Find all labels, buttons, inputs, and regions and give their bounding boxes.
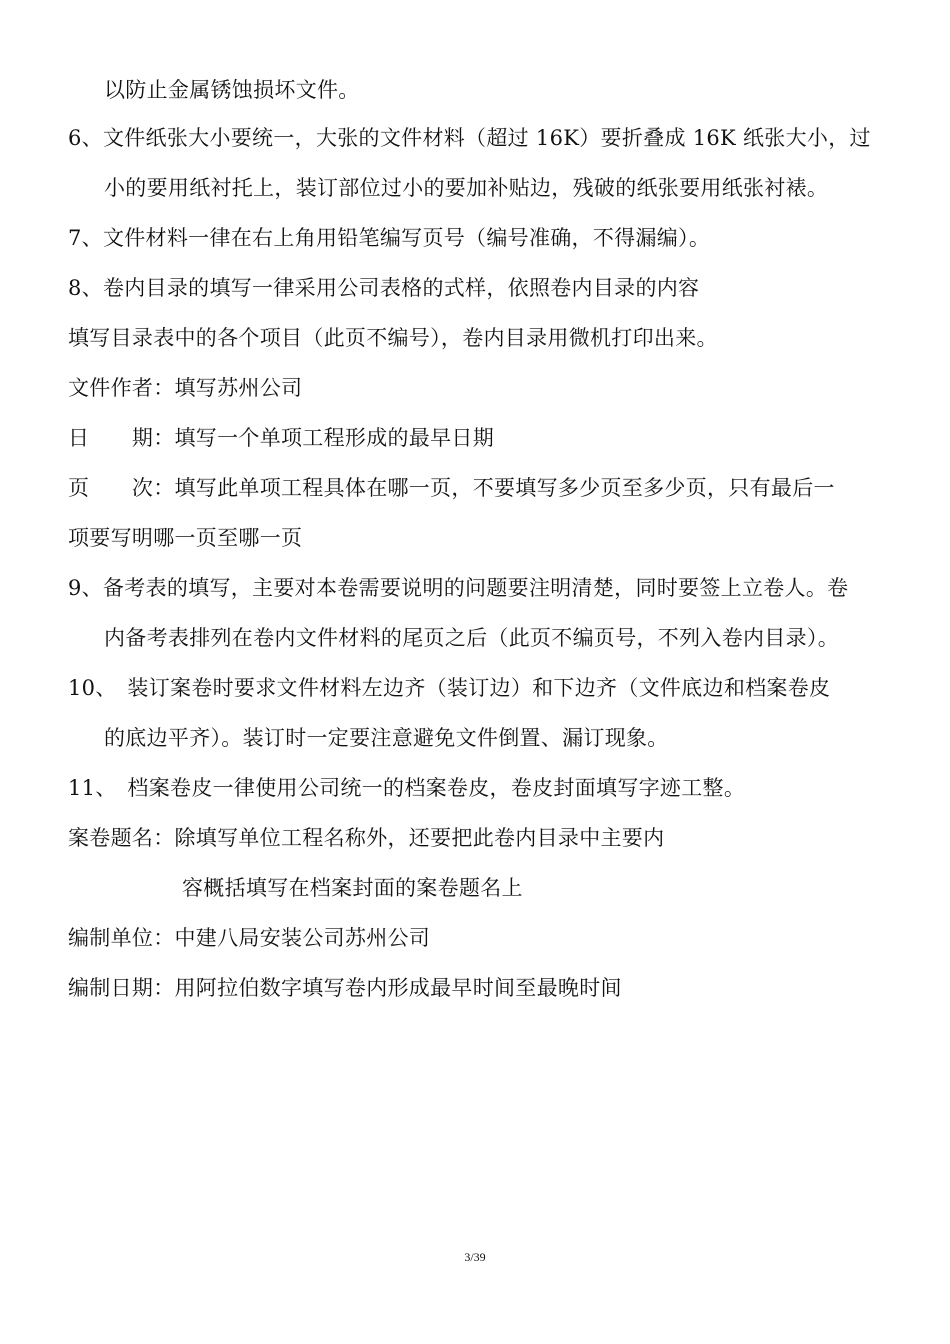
text-line-14: 的底边平齐）。装订时一定要注意避免文件倒置、漏订现象。 xyxy=(104,726,669,750)
text-line-18: 编制单位：中建八局安装公司苏州公司 xyxy=(68,926,431,950)
text-line-9: 页 次：填写此单项工程具体在哪一页，不要填写多少页至多少页，只有最后一 xyxy=(68,476,835,500)
text-line-16: 案卷题名：除填写单位工程名称外，还要把此卷内目录中主要内 xyxy=(68,826,665,850)
text-line-19: 编制日期：用阿拉伯数字填写卷内形成最早时间至最晚时间 xyxy=(68,976,622,1000)
text-line-1: 以防止金属锈蚀损坏文件。 xyxy=(104,78,360,102)
text-line-17: 容概括填写在档案封面的案卷题名上 xyxy=(182,876,523,900)
text-line-3: 小的要用纸衬托上，装订部位过小的要加补贴边，残破的纸张要用纸张衬裱。 xyxy=(104,176,829,200)
text-line-15: 11、 档案卷皮一律使用公司统一的档案卷皮，卷皮封面填写字迹工整。 xyxy=(68,776,746,800)
text-line-4: 7、文件材料一律在右上角用铅笔编写页号（编号准确，不得漏编）。 xyxy=(68,226,711,250)
text-line-10: 项要写明哪一页至哪一页 xyxy=(68,526,303,550)
text-line-13: 10、 装订案卷时要求文件材料左边齐（装订边）和下边齐（文件底边和档案卷皮 xyxy=(68,676,831,700)
text-line-7: 文件作者：填写苏州公司 xyxy=(68,376,303,400)
text-line-8: 日 期：填写一个单项工程形成的最早日期 xyxy=(68,426,494,450)
text-line-12: 内备考表排列在卷内文件材料的尾页之后（此页不编页号，不列入卷内目录）。 xyxy=(104,626,839,650)
text-line-11: 9、备考表的填写，主要对本卷需要说明的问题要注明清楚，同时要签上立卷人。卷 xyxy=(68,576,849,600)
text-line-5: 8、卷内目录的填写一律采用公司表格的式样，依照卷内目录的内容 xyxy=(68,276,700,300)
text-line-2: 6、文件纸张大小要统一，大张的文件材料（超过 16K）要折叠成 16K 纸张大小，过 xyxy=(68,126,871,150)
page-number: 3/39 xyxy=(464,1250,486,1264)
text-line-6: 填写目录表中的各个项目（此页不编号），卷内目录用微机打印出来。 xyxy=(68,326,718,350)
